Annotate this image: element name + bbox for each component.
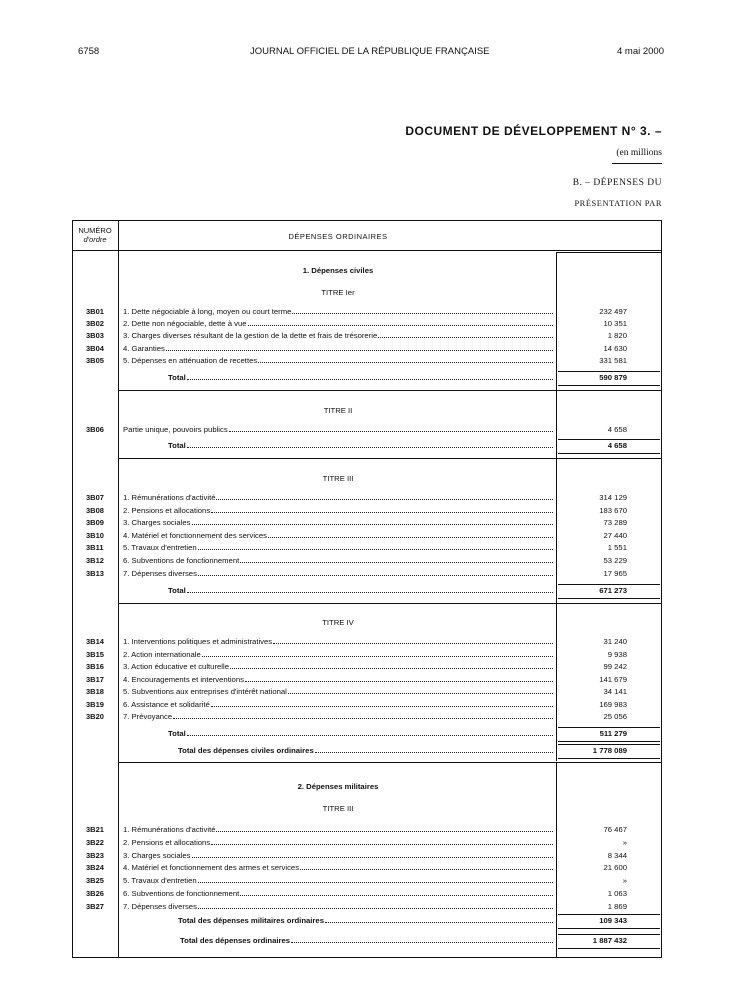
- subtotal-row: [72, 585, 662, 597]
- table-row: [72, 901, 662, 913]
- row-label: 2. Dette non négociable, dette à vue: [123, 319, 247, 329]
- row-label: 6. Assistance et solidarité: [123, 699, 210, 709]
- table-row: [72, 517, 662, 529]
- row-label: 1. Rémunérations d'activité: [123, 493, 216, 502]
- row-code: 3B11: [86, 543, 104, 553]
- row-label: 3. Action éducative et culturelle: [123, 662, 229, 671]
- row-label: 4. Garanties: [123, 343, 165, 353]
- row-amount: 8 344: [607, 850, 627, 860]
- row-code: 3B16: [86, 662, 104, 671]
- row-code: 3B05: [86, 355, 104, 365]
- row-code: 3B03: [86, 331, 104, 341]
- grand-total-row: [72, 745, 662, 757]
- final-total-row: [72, 935, 662, 947]
- row-amount: 34 141: [603, 687, 627, 696]
- row-amount: 1 887 432: [592, 936, 627, 945]
- row-label: Total des dépenses civiles ordinaires: [178, 746, 314, 755]
- titre-heading: TITRE III: [322, 804, 354, 813]
- row-amount: 73 289: [603, 518, 627, 528]
- row-code: 3B19: [86, 699, 104, 709]
- table-row: [72, 568, 662, 580]
- row-amount: 1 820: [607, 331, 627, 341]
- page-number: 6758: [78, 46, 100, 57]
- row-label: 3. Charges sociales: [123, 850, 191, 860]
- table-row: [72, 862, 662, 874]
- row-code: 3B09: [86, 518, 104, 528]
- row-amount: 53 229: [603, 556, 627, 565]
- row-amount: 1 063: [607, 889, 627, 898]
- column-header-number: NUMÉRO d'ordre: [78, 226, 112, 244]
- row-label: 6. Subventions de fonctionnement: [123, 556, 240, 565]
- row-amount: 25 056: [603, 712, 627, 721]
- row-amount: 169 983: [599, 699, 627, 709]
- table-row: [72, 530, 662, 542]
- subtotal-row: [72, 372, 662, 384]
- row-code: 3B21: [86, 825, 104, 834]
- row-code: 3B12: [86, 556, 104, 565]
- column-header-description: DÉPENSES ORDINAIRES: [288, 232, 388, 241]
- row-code: 3B01: [86, 307, 104, 316]
- journal-title: JOURNAL OFFICIEL DE LA RÉPUBLIQUE FRANÇAISE: [250, 46, 490, 57]
- row-label: Total: [168, 586, 186, 595]
- table-header-border: [72, 250, 662, 251]
- row-amount: 511 279: [599, 729, 627, 738]
- table-row: [72, 649, 662, 661]
- titre-heading: TITRE II: [323, 406, 353, 415]
- issue-date: 4 mai 2000: [616, 46, 664, 57]
- subtotal-row: [72, 728, 662, 740]
- row-label: 4. Matériel et fonctionnement des armes et services: [123, 863, 300, 873]
- row-code: 3B10: [86, 530, 104, 540]
- row-code: 3B22: [86, 837, 104, 847]
- section-title: B. – DÉPENSES DU: [572, 178, 662, 188]
- row-label: Partie unique, pouvoirs publics: [123, 425, 228, 434]
- row-label: 7. Dépenses diverses: [123, 901, 197, 911]
- units-note: (en millions: [616, 148, 662, 158]
- row-code: 3B13: [86, 568, 104, 578]
- subtotal-row: [72, 440, 662, 452]
- row-amount: 9 938: [607, 649, 627, 659]
- row-label: 2. Action internationale: [123, 649, 201, 659]
- row-code: 3B18: [86, 687, 104, 696]
- row-amount: 27 440: [603, 530, 627, 540]
- row-label: 7. Dépenses diverses: [123, 568, 197, 578]
- row-code: 3B07: [86, 493, 104, 502]
- row-amount: 76 467: [603, 825, 627, 834]
- table-row: [72, 355, 662, 367]
- row-label: 5. Dépenses en atténuation de recettes: [123, 355, 258, 365]
- row-code: 3B08: [86, 505, 104, 515]
- row-amount: 99 242: [603, 662, 627, 671]
- row-amount: »: [622, 876, 627, 886]
- table-row: [72, 318, 662, 330]
- row-amount: 14 630: [603, 343, 627, 353]
- row-amount: 10 351: [603, 319, 627, 329]
- titre-heading: TITRE III: [322, 474, 354, 483]
- row-code: 3B27: [86, 901, 104, 911]
- row-label: Total: [168, 729, 186, 738]
- table-row: [72, 837, 662, 849]
- titre-heading: TITRE IV: [322, 618, 354, 627]
- table-row: [72, 505, 662, 517]
- table-row: [72, 636, 662, 648]
- table-row: [72, 542, 662, 554]
- titre-heading: TITRE Ier: [321, 288, 355, 297]
- presentation-title: PRÉSENTATION PAR: [574, 198, 662, 208]
- table-row: [72, 661, 662, 673]
- expenses-table: [72, 220, 662, 957]
- row-code: 3B20: [86, 712, 104, 721]
- row-amount: 671 273: [599, 586, 627, 595]
- table-row: [72, 674, 662, 686]
- row-amount: 590 879: [599, 373, 627, 382]
- row-amount: 183 670: [599, 505, 627, 515]
- table-top-border: [72, 220, 662, 221]
- row-label: 1. Rémunérations d'activité: [123, 825, 216, 834]
- table-row: [72, 850, 662, 862]
- row-label: 3. Charges diverses résultant de la gestion de la dette et frais de trésorerie: [123, 331, 378, 341]
- row-label: 5. Travaux d'entretien: [123, 876, 197, 886]
- row-amount: 1 551: [607, 543, 627, 553]
- document-title: DOCUMENT DE DÉVELOPPEMENT N° 3. –: [405, 124, 662, 138]
- table-row: [72, 711, 662, 723]
- table-row: [72, 686, 662, 698]
- row-amount: 109 343: [599, 916, 627, 925]
- row-amount: 1 869: [607, 901, 627, 911]
- row-amount: 4 658: [607, 425, 627, 434]
- table-row: [72, 424, 662, 436]
- grand-total-row: [72, 915, 662, 927]
- row-label: 2. Pensions et allocations: [123, 837, 211, 847]
- section-heading-civiles: 1. Dépenses civiles: [302, 266, 374, 275]
- row-amount: 232 497: [599, 307, 627, 316]
- row-label: 3. Charges sociales: [123, 518, 191, 528]
- row-label: 6. Subventions de fonctionnement: [123, 889, 240, 898]
- section-heading-militaires: 2. Dépenses militaires: [297, 782, 379, 791]
- row-label: 7. Prévoyance: [123, 712, 173, 721]
- row-label: 4. Encouragements et interventions: [123, 674, 244, 684]
- row-amount: 4 658: [607, 441, 627, 450]
- row-code: 3B15: [86, 649, 104, 659]
- row-label: 4. Matériel et fonctionnement des services: [123, 530, 267, 540]
- row-label: 5. Travaux d'entretien: [123, 543, 197, 553]
- row-code: 3B24: [86, 863, 104, 873]
- table-row: [72, 875, 662, 887]
- row-amount: 141 679: [599, 674, 627, 684]
- row-code: 3B26: [86, 889, 104, 898]
- row-amount: 314 129: [599, 493, 627, 502]
- row-amount: 31 240: [603, 637, 627, 646]
- row-label: Total des dépenses militaires ordinaires: [178, 916, 324, 925]
- divider: [612, 163, 662, 164]
- table-row: [72, 888, 662, 900]
- row-label: Total: [168, 373, 186, 382]
- row-amount: »: [622, 837, 627, 847]
- row-code: 3B23: [86, 850, 104, 860]
- row-amount: 17 965: [603, 568, 627, 578]
- row-label: 1. Interventions politiques et administratives: [123, 637, 273, 646]
- row-label: 2. Pensions et allocations: [123, 505, 211, 515]
- row-amount: 1 778 089: [592, 746, 627, 755]
- row-code: 3B17: [86, 674, 104, 684]
- row-code: 3B14: [86, 637, 104, 646]
- row-amount: 331 581: [599, 355, 627, 365]
- table-row: [72, 343, 662, 355]
- row-label: 5. Subventions aux entreprises d'intérêt national: [123, 687, 287, 696]
- table-row: [72, 699, 662, 711]
- row-label: Total: [168, 441, 186, 450]
- row-amount: 21 600: [603, 863, 627, 873]
- row-label: 1. Dette négociable à long, moyen ou court terme: [123, 307, 292, 316]
- table-row: [72, 492, 662, 504]
- row-code: 3B06: [86, 425, 104, 434]
- table-row: [72, 306, 662, 318]
- table-row: [72, 330, 662, 342]
- row-code: 3B04: [86, 343, 104, 353]
- row-code: 3B25: [86, 876, 104, 886]
- table-row: [72, 555, 662, 567]
- row-code: 3B02: [86, 319, 104, 329]
- row-label: Total des dépenses ordinaires: [180, 936, 291, 945]
- table-row: [72, 824, 662, 836]
